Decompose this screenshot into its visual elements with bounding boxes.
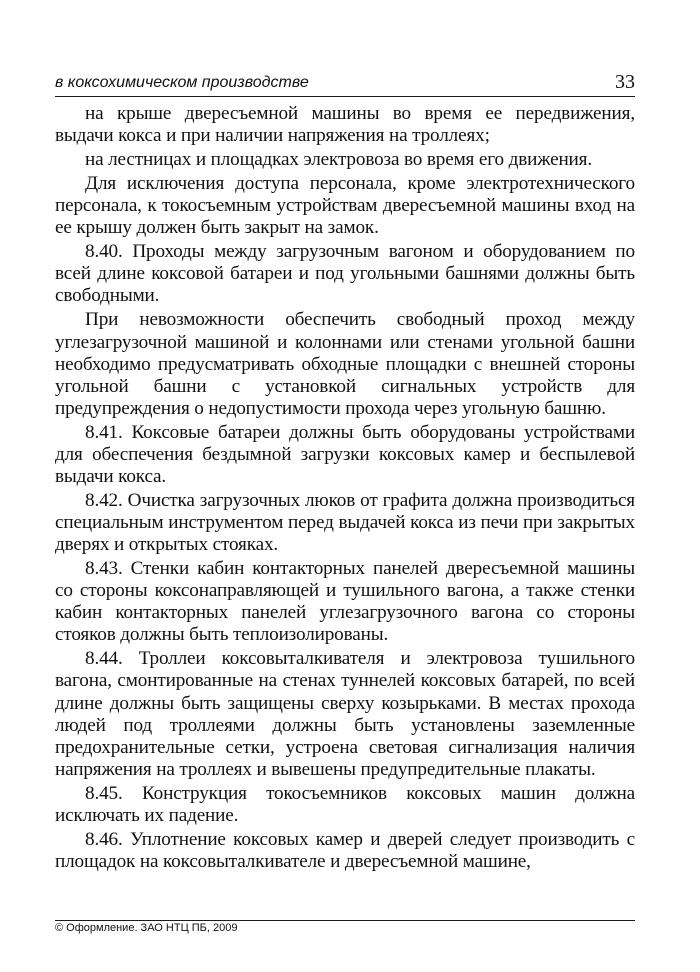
paragraph: Для исключения доступа персонала, кроме электротехнического персонала, к токосъемным устройствам двересъемной машины вход на ее крышу должен быть закрыт на замок. [55,173,635,239]
paragraph: на крыше двересъемной машины во время ее передвижения, выдачи кокса и при наличии напряжения на троллеях; [55,103,635,147]
paragraph: 8.40. Проходы между загрузочным вагоном и оборудованием по всей длине коксовой батареи и под угольными башнями должны быть свободными. [55,241,635,307]
body-text [55,103,635,875]
paragraph: 8.45. Конструкция токосъемников коксовых машин должна исключать их падение. [55,782,635,826]
paragraph: 8.41. Коксовые батареи должны быть оборудованы устройствами для обеспечения бездымной загрузки коксовых камер и беспылевой выдачи кокса. [55,421,635,487]
paragraph: 8.43. Стенки кабин контакторных панелей двересъемной машины со стороны коксонаправляющей и тушильного вагона, а также стенки кабин контакторных панелей углезагрузочного вагона со стороны стояков должны быть теплоизолированы. [55,558,635,646]
paragraph: 8.44. Троллеи коксовыталкивателя и электровоза тушильного вагона, смонтированные на стенах туннелей коксовых батарей, по всей длине должны быть защищены сверху козырьками. В местах прохода людей под троллеями должны быть установлены заземленные предохранительные сетки, устроена световая сигнализация наличия напряжения на троллеях и вывешены предупредительные плакаты. [55,648,635,780]
running-header [55,68,635,97]
paragraph: 8.46. Уплотнение коксовых камер и дверей следует производить с площадок на коксовыталкивателе и двересъемной машине, [55,828,635,872]
page-number: 33 [615,71,635,93]
footer-copyright: © Оформление. ЗАО НТЦ ПБ, 2009 [55,922,238,934]
paragraph: 8.42. Очистка загрузочных люков от графита должна производиться специальным инструментом перед выдачей кокса из печи при закрытых дверях и открытых стояках. [55,489,635,556]
paragraph: на лестницах и площадках электровоза во время его движения. [85,149,593,171]
paragraph: При невозможности обеспечить свободный проход между углезагрузочной машиной и колоннами или стенами угольной башни необходимо предусматривать обходные площадки с внешней стороны угольной башни с установкой сигнальных устройств для предупреждения о недопустимости прохода через угольную башню. [55,309,635,419]
footer-divider [55,920,635,921]
header-title: в коксохимическом производстве [55,74,309,91]
